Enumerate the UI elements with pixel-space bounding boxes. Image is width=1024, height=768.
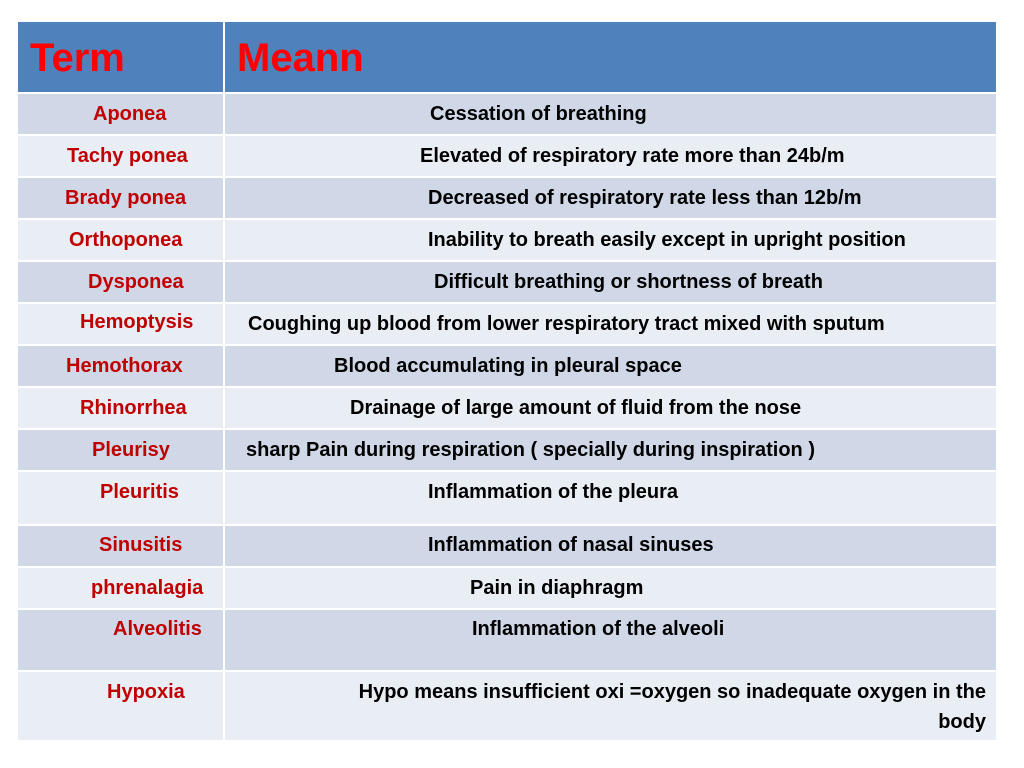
table-row [18, 344, 996, 386]
meaning-cell: Decreased of respiratory rate less than 12b/m [428, 187, 862, 209]
table-row [18, 176, 996, 218]
term-cell: Sinusitis [99, 534, 183, 556]
term-cell: Aponea [93, 103, 167, 125]
meaning-cell: Blood accumulating in pleural space [334, 355, 682, 377]
meaning-cell: Inability to breath easily except in upright position [428, 229, 906, 251]
term-cell: Hemothorax [66, 355, 183, 377]
meaning-cell: Drainage of large amount of fluid from the nose [350, 397, 802, 419]
term-cell: Orthoponea [69, 229, 183, 251]
meaning-cell: Coughing up blood from lower respiratory tract mixed with sputum [248, 313, 885, 335]
meaning-cell: Inflammation of nasal sinuses [428, 534, 714, 556]
table-row [18, 92, 996, 134]
term-cell: Dysponea [88, 271, 184, 293]
meaning-cell: Inflammation of the alveoli [472, 618, 725, 640]
term-cell: Hypoxia [107, 681, 185, 703]
table-row [18, 670, 996, 740]
table-row [18, 428, 996, 470]
table-row [18, 134, 996, 176]
table-row [18, 524, 996, 566]
term-cell: Tachy ponea [67, 145, 188, 167]
table-header [18, 22, 996, 92]
term-cell: Pleurisy [92, 439, 170, 461]
meaning-cell: Inflammation of the pleura [428, 481, 679, 503]
table-row [18, 302, 996, 344]
term-cell: Alveolitis [113, 618, 202, 640]
meaning-cell: Difficult breathing or shortness of breath [434, 271, 823, 293]
term-cell: Rhinorrhea [80, 397, 187, 419]
meaning-cell: Elevated of respiratory rate more than 24b/m [420, 145, 845, 167]
term-column-header: Term [18, 22, 225, 92]
meaning-column-header: Meann [237, 36, 364, 80]
table-row [18, 386, 996, 428]
term-cell: Brady ponea [65, 187, 187, 209]
meaning-cell: Pain in diaphragm [470, 577, 644, 599]
table-row [18, 608, 996, 670]
table-row [18, 218, 996, 260]
meaning-cell-line2: body [938, 711, 986, 733]
table-row [18, 470, 996, 524]
meaning-cell: Hypo means insufficient oxi =oxygen so inadequate oxygen in the [358, 681, 986, 703]
meaning-cell: sharp Pain during respiration ( specially during inspiration ) [246, 439, 815, 461]
meaning-cell: Cessation of breathing [430, 103, 647, 125]
terms-table [18, 22, 996, 740]
term-cell: Pleuritis [100, 481, 179, 503]
table-row [18, 260, 996, 302]
term-cell: phrenalagia [91, 577, 204, 599]
term-cell: Hemoptysis [80, 311, 194, 333]
table-row [18, 566, 996, 608]
